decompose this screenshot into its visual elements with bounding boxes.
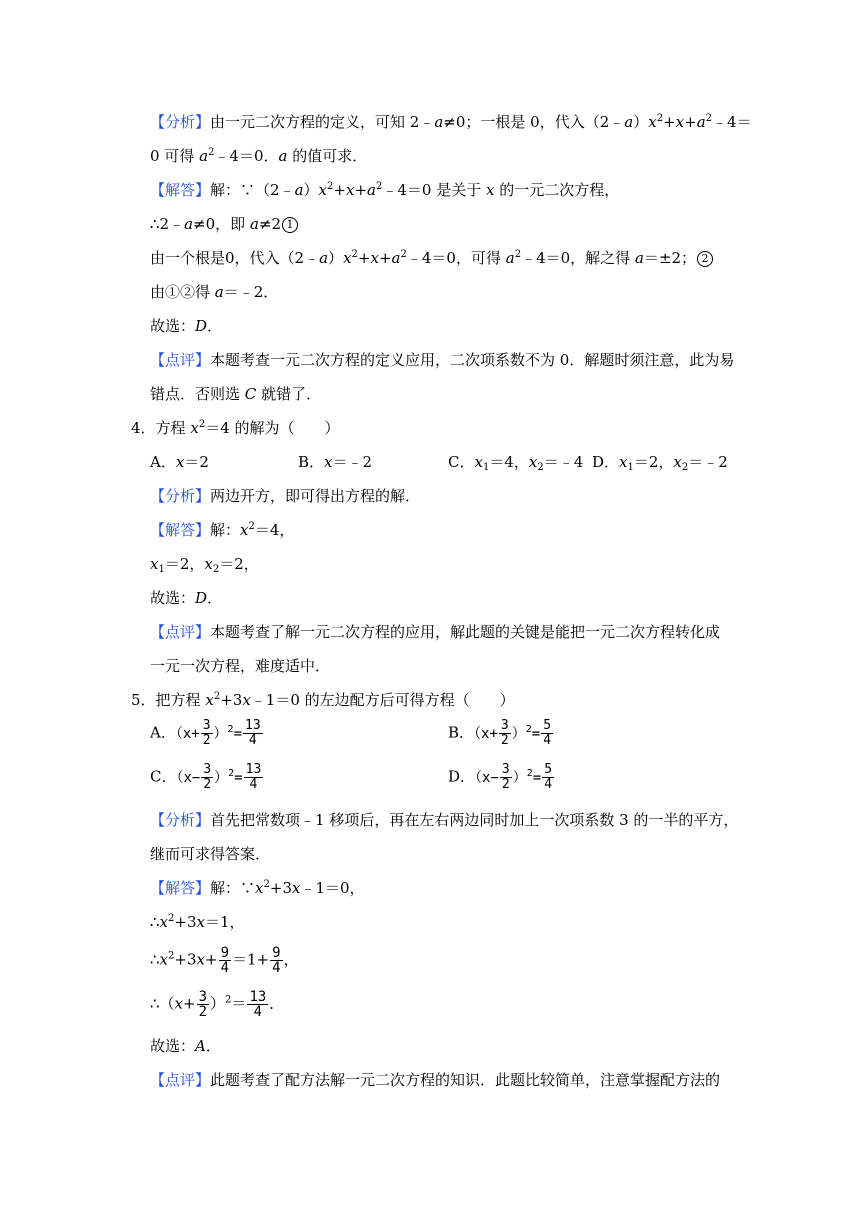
- solution-tag: 【解答】: [150, 521, 211, 539]
- circled-two: 2: [697, 251, 713, 267]
- analysis-tag: 【分析】: [150, 811, 211, 829]
- q3-analysis-line2: 0 可得 $a^2﹣4=0$．a 的值可求．: [150, 147, 368, 165]
- q4-option-c[interactable]: C．$x_1=4$，$x_2=﹣4$: [448, 453, 584, 473]
- q4-comment-line1: 【点评】本题考查了解一元二次方程的应用，解此题的关键是能把一元二次方程转化成: [150, 623, 721, 641]
- q4-comment-line2: 一元一次方程，难度适中．: [150, 657, 331, 675]
- q5-option-a[interactable]: A．（x+ $\frac{3}{2}$ ）$^2$= $\frac{13}{4}$: [150, 718, 261, 748]
- analysis-tag: 【分析】: [150, 487, 211, 505]
- q5-solution-line2: $\therefore x^2+3x=1$，: [150, 913, 245, 931]
- q5-analysis-line2: 继而可求得答案．: [150, 845, 271, 863]
- solution-tag: 【解答】: [150, 879, 211, 897]
- q5-answer: 故选：A．: [150, 1037, 221, 1055]
- q3-answer: 故选：D．: [150, 317, 223, 335]
- q4-solution-line1: 【解答】解：$x^2=4$，: [150, 521, 295, 539]
- q3-comment-line2: 错点．否则选 C 就错了．: [150, 385, 322, 403]
- circled-one: 1: [282, 217, 298, 233]
- q5-solution-line3: $\therefore x^2+3x+$ $\frac{9}{4}$ ＝1+ $\frac{9}{4}$ ，: [150, 945, 299, 976]
- q4-stem: 4．方程 $x^2=4$ 的解为（ ）: [131, 419, 340, 437]
- q5-stem: 5．把方程 $x^2+3x﹣1=0$ 的左边配方后可得方程（ ）: [131, 691, 515, 709]
- solution-tag: 【解答】: [150, 181, 211, 199]
- comment-tag: 【点评】: [150, 623, 211, 641]
- comment-tag: 【点评】: [150, 351, 211, 369]
- q4-option-a[interactable]: A．x＝2: [150, 453, 209, 471]
- q4-option-b[interactable]: B．x＝﹣2: [298, 453, 373, 471]
- q4-solution-line2: $x_1=2$，$x_2=2$，: [150, 555, 259, 575]
- q4-answer: 故选：D．: [150, 589, 223, 607]
- comment-tag: 【点评】: [150, 1071, 211, 1089]
- q4-analysis: 【分析】两边开方，即可得出方程的解．: [150, 487, 421, 505]
- q4-option-d[interactable]: D．$x_1=2$，$x_2=﹣2$: [592, 453, 728, 473]
- q3-comment-line1: 【点评】本题考查一元二次方程的定义应用，二次项系数不为 0．解题时须注意，此为易: [150, 351, 735, 369]
- q5-option-c[interactable]: C．（x− $\frac{3}{2}$ ）$^2$= $\frac{13}{4}$: [150, 762, 262, 792]
- q3-analysis-line1: 【分析】由一元二次方程的定义，可知 2﹣a≠0；一根是 0，代入$(2﹣a)x^2+x+a^2﹣4=$: [150, 113, 752, 131]
- q5-option-b[interactable]: B．（x+ $\frac{3}{2}$ ）$^2$= $\frac{5}{4}$: [448, 718, 552, 748]
- q5-option-d[interactable]: D．（x− $\frac{3}{2}$ ）$^2$= $\frac{5}{4}$: [448, 762, 553, 792]
- q3-solution-line1: 【解答】解：$\because(2﹣a)x^2+x+a^2﹣4=0$ 是关于 x 的一元二次方程，: [150, 181, 620, 199]
- q3-solution-step3: 由①②得 a＝﹣2．: [150, 283, 279, 301]
- q5-analysis-line1: 【分析】首先把常数项﹣1 移项后，再在左右两边同时加上一次项系数 3 的一半的平方，: [150, 811, 739, 829]
- analysis-tag: 【分析】: [150, 113, 211, 131]
- q5-solution-line4: ∴（x+ $\frac{3}{2}$ ）$^2$＝ $\frac{13}{4}$ ．: [150, 989, 285, 1020]
- q3-solution-step2: 由一个根是0，代入$(2﹣a)x^2+x+a^2﹣4=0$，可得 $a^2﹣4=0$，解之得 a＝±2； 2: [150, 248, 713, 268]
- q5-solution-line1: 【解答】解：$\because x^2+3x﹣1=0$，: [150, 879, 365, 897]
- q3-solution-step1: ∴2﹣a≠0，即 a≠2 1: [150, 214, 298, 234]
- q5-comment-line1: 【点评】此题考查了配方法解一元二次方程的知识．此题比较简单，注意掌握配方法的: [150, 1071, 721, 1089]
